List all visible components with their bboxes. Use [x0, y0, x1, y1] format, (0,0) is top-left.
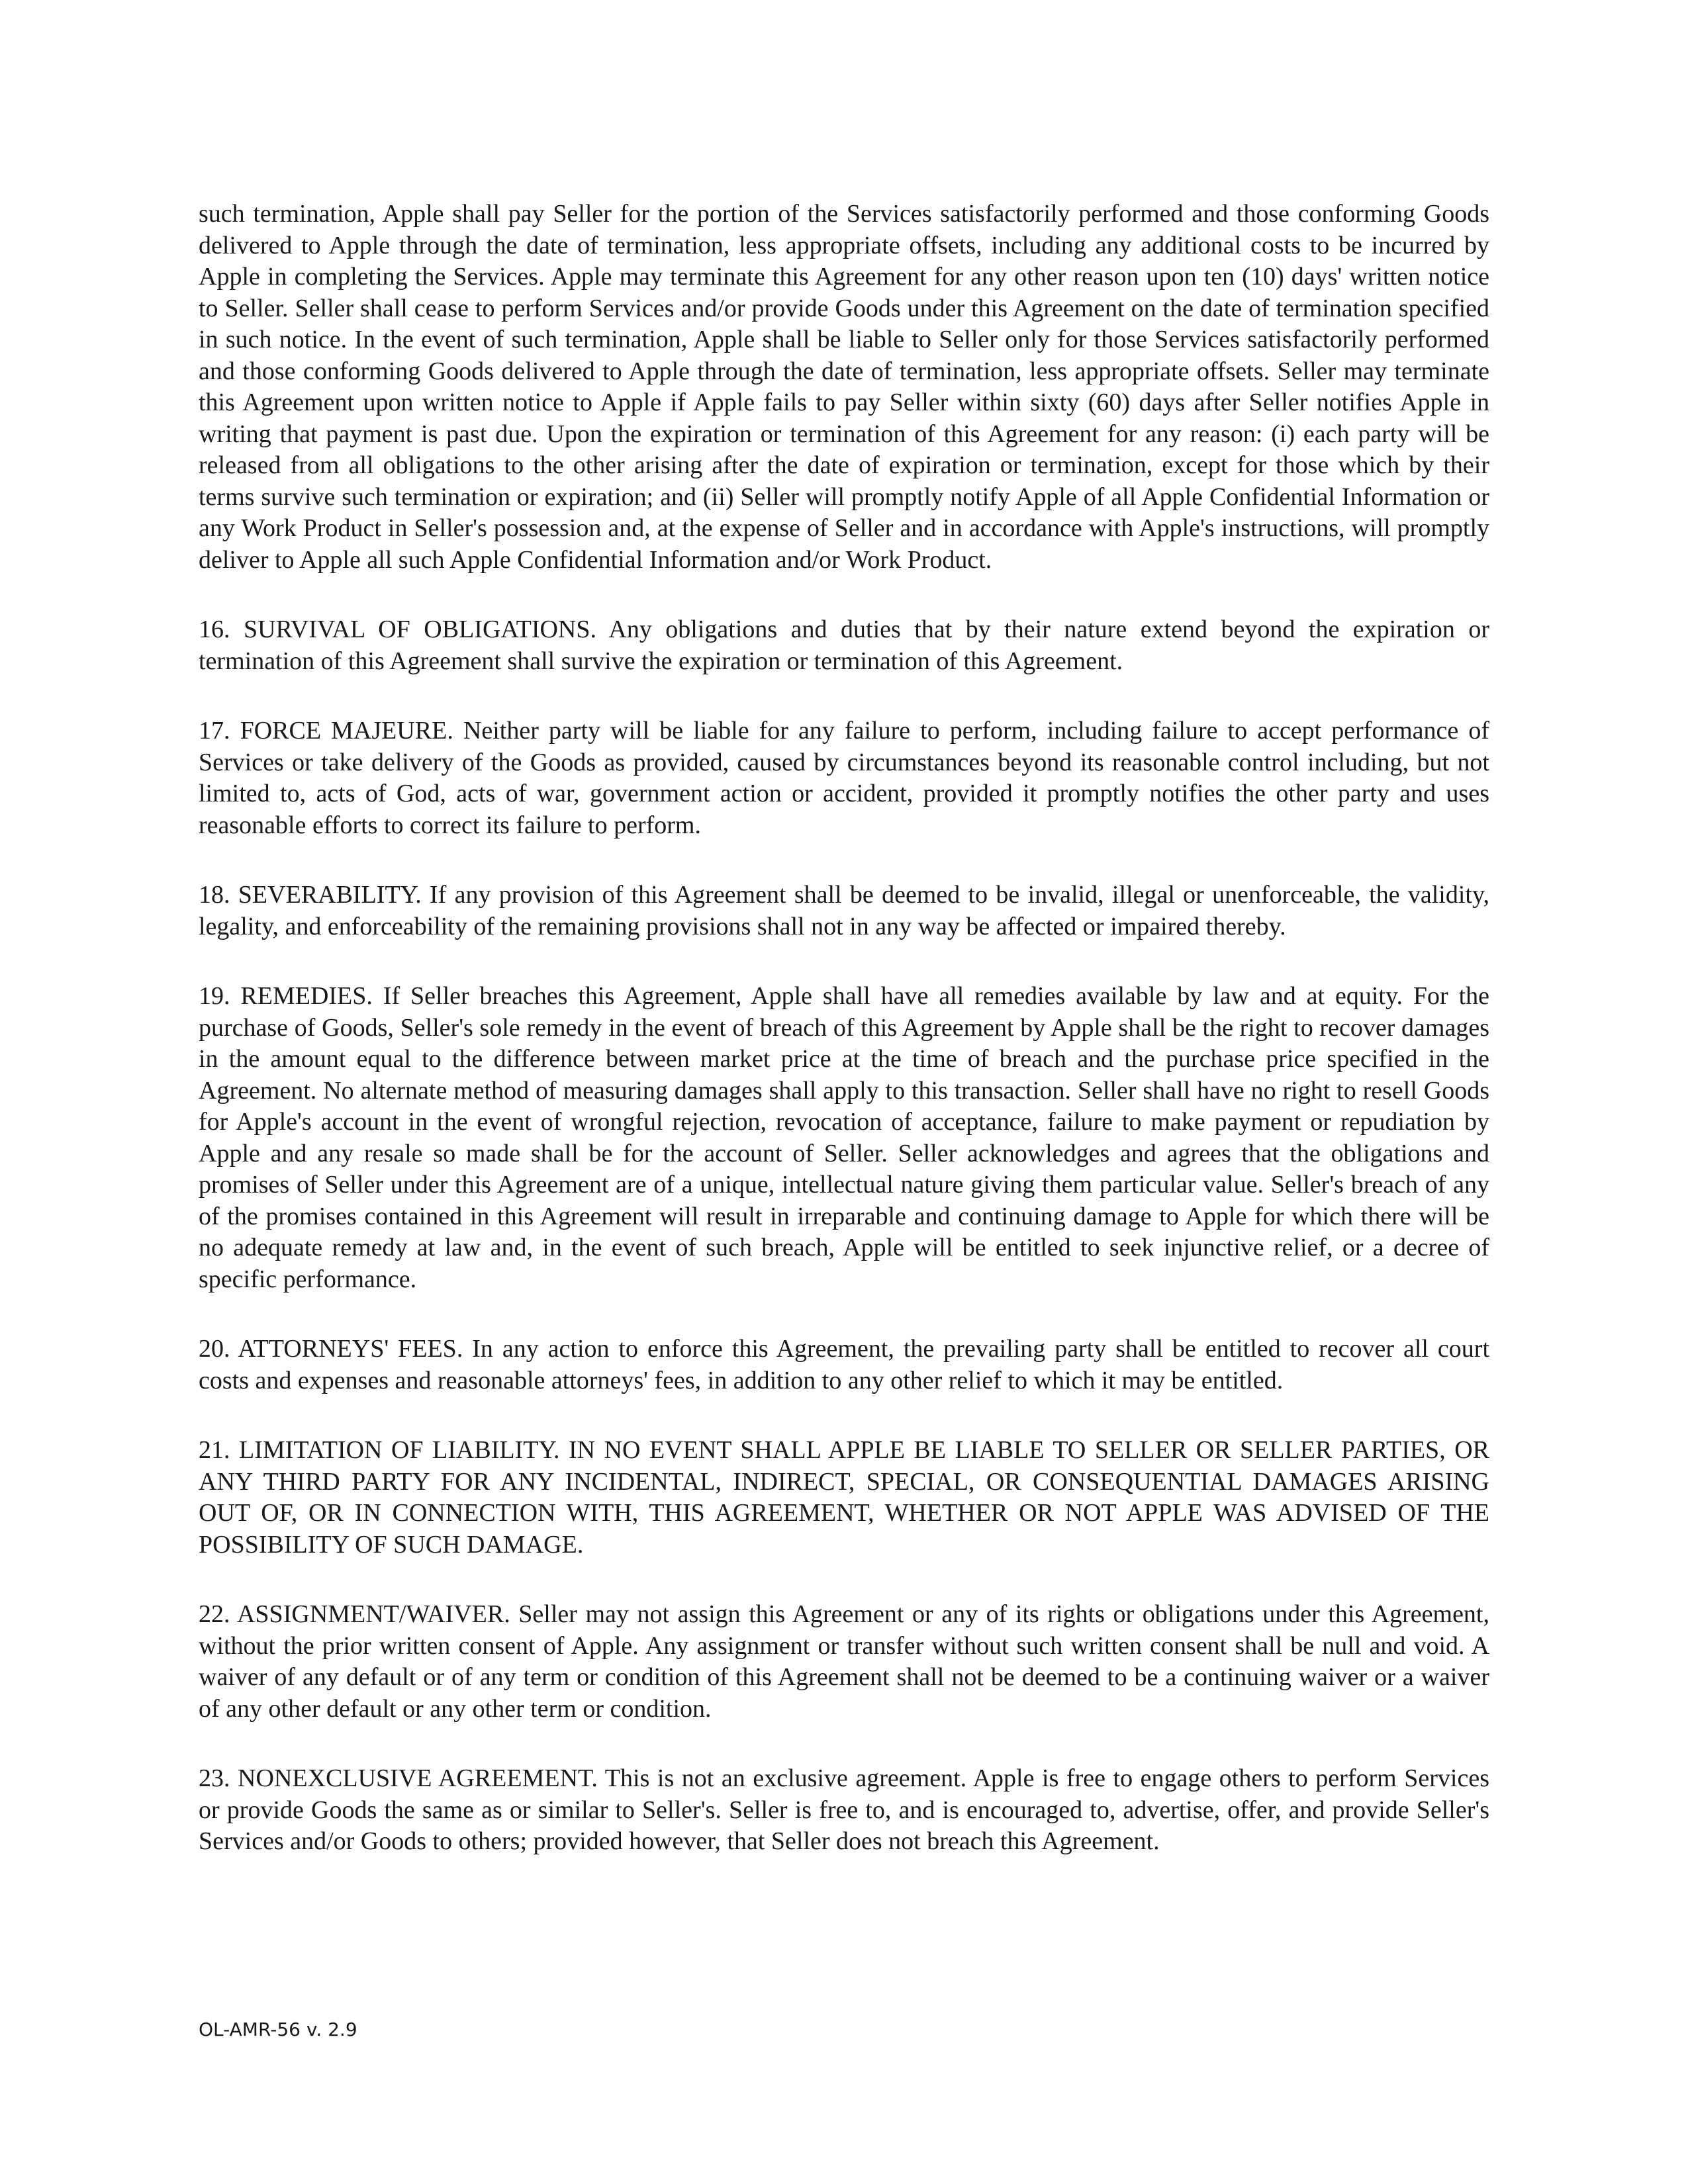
paragraph-nonexclusive-agreement: 23. NONEXCLUSIVE AGREEMENT. This is not an exclusive agreement. Apple is free to engage others to perform Services or provide Goods the same as or similar to Seller's. Seller is free to, and is encouraged to, advertise, offer, and provide Seller's Services and/or Goods to others; provided however, that Seller does not breach this Agreement.: [199, 1764, 1489, 1855]
paragraph-severability: 18. SEVERABILITY. If any provision of this Agreement shall be deemed to be invalid, illegal or unenforceable, the validity, legality, and enforceability of the remaining provisions shall not in any way be affected or impaired thereby.: [199, 881, 1489, 940]
paragraph-assignment-waiver: 22. ASSIGNMENT/WAIVER. Seller may not assign this Agreement or any of its rights or obligations under this Agreement, without the prior written consent of Apple. Any assignment or transfer without such written consent shall be null and void. A waiver of any default or of any term or condition of this Agreement shall not be deemed to be a continuing waiver or a waiver of any other default or any other term or condition.: [199, 1600, 1489, 1723]
paragraph-attorneys-fees: 20. ATTORNEYS' FEES. In any action to enforce this Agreement, the prevailing party shall be entitled to recover all court costs and expenses and reasonable attorneys' fees, in addition to any other relief to which it may be entitled.: [199, 1335, 1489, 1394]
document-body: [199, 199, 1489, 1896]
document-footer: OL-AMR-56 v. 2.9: [199, 2019, 357, 2040]
paragraph-force-majeure: 17. FORCE MAJEURE. Neither party will be liable for any failure to perform, including failure to accept performance of Services or take delivery of the Goods as provided, caused by circumstances beyond its reasonable control including, but not limited to, acts of God, acts of war, government action or accident, provided it promptly notifies the other party and uses reasonable efforts to correct its failure to perform.: [199, 717, 1489, 839]
paragraph-termination-continued: such termination, Apple shall pay Seller for the portion of the Services satisfactorily performed and those conforming Goods delivered to Apple through the date of termination, less appropriate offsets, including any additional costs to be incurred by Apple in completing the Services. Apple may terminate this Agreement for any other reason upon ten (10) days' written notice to Seller. Seller shall cease to perform Services and/or provide Goods under this Agreement on the date of termination specified in such notice. In the event of such termination, Apple shall be liable to Seller only for those Services satisfactorily performed and those conforming Goods delivered to Apple through the date of termination, less appropriate offsets. Seller may terminate this Agreement upon written notice to Apple if Apple fails to pay Seller within sixty (60) days after Seller notifies Apple in writing that payment is past due. Upon the expiration or termination of this Agreement for any reason: (i) each party will be released from all obligations to the other arising after the date of expiration or termination, except for those which by their terms survive such termination or expiration; and (ii) Seller will promptly notify Apple of all Apple Confidential Information or any Work Product in Seller's possession and, at the expense of Seller and in accordance with Apple's instructions, will promptly deliver to Apple all such Apple Confidential Information and/or Work Product.: [199, 200, 1489, 574]
paragraph-remedies: 19. REMEDIES. If Seller breaches this Agreement, Apple shall have all remedies available by law and at equity. For the purchase of Goods, Seller's sole remedy in the event of breach of this Agreement by Apple shall be the right to recover damages in the amount equal to the difference between market price at the time of breach and the purchase price specified in the Agreement. No alternate method of measuring damages shall apply to this transaction. Seller shall have no right to resell Goods for Apple's account in the event of wrongful rejection, revocation of acceptance, failure to make payment or repudiation by Apple and any resale so made shall be for the account of Seller. Seller acknowledges and agrees that the obligations and promises of Seller under this Agreement are of a unique, intellectual nature giving them particular value. Seller's breach of any of the promises contained in this Agreement will result in irreparable and continuing damage to Apple for which there will be no adequate remedy at law and, in the event of such breach, Apple will be entitled to seek injunctive relief, or a decree of specific performance.: [199, 982, 1489, 1293]
paragraph-limitation-of-liability: 21. LIMITATION OF LIABILITY. IN NO EVENT SHALL APPLE BE LIABLE TO SELLER OR SELLER PARTIES, OR ANY THIRD PARTY FOR ANY INCIDENTAL, INDIRECT, SPECIAL, OR CONSEQUENTIAL DAMAGES ARISING OUT OF, OR IN CONNECTION WITH, THIS AGREEMENT, WHETHER OR NOT APPLE WAS ADVISED OF THE POSSIBILITY OF SUCH DAMAGE.: [199, 1436, 1489, 1559]
paragraph-survival-of-obligations: 16. SURVIVAL OF OBLIGATIONS. Any obligations and duties that by their nature extend beyond the expiration or termination of this Agreement shall survive the expiration or termination of this Agreement.: [199, 615, 1489, 675]
